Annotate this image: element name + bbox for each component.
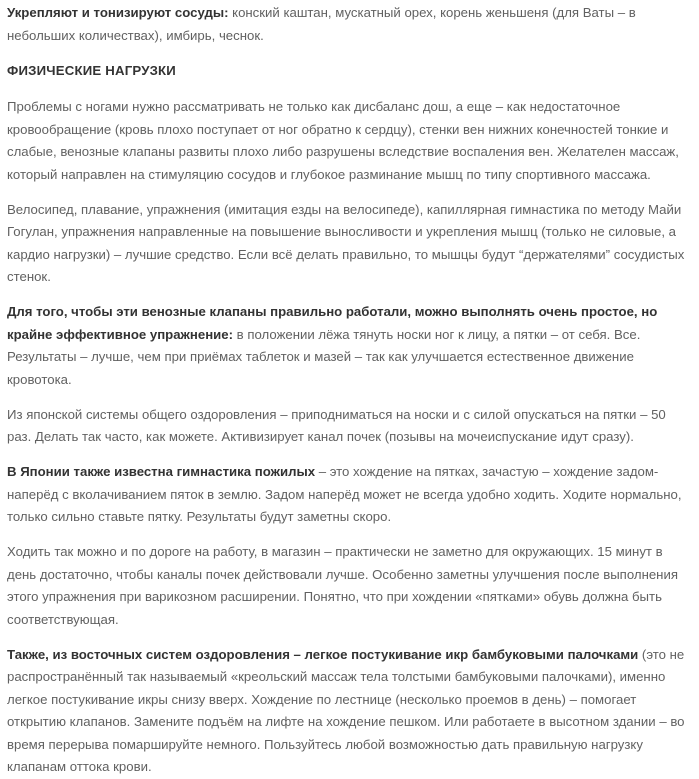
paragraph-text: конский каштан, мускатный орех, корень женьшеня (для Ваты – в небольших количествах), имбирь, чеснок.: [7, 5, 636, 43]
paragraph-bamboo-massage: [7, 644, 693, 779]
paragraph-text: в положении лёжа тянуть носки ног к лицу, а пятки – от себя. Все. Результаты – лучше, чем при приёмах таблеток и мазей – так как улучшается естественное движение кровотока.: [7, 326, 641, 387]
section-heading: ФИЗИЧЕСКИЕ НАГРУЗКИ: [7, 62, 176, 78]
paragraph-valve-exercise: [7, 301, 693, 391]
paragraph-elderly-gymnastics: [7, 461, 693, 529]
paragraph-text: Из японской системы общего оздоровления – приподниматься на носки и с силой опускаться на пятки – 50 раз. Делать так часто, как можете. Активизирует канал почек (позывы на мочеиспускание идут сразу).: [7, 406, 666, 444]
paragraph-lead-bold: Укрепляют и тонизируют сосуды:: [7, 5, 229, 20]
paragraph-japanese-system: [7, 404, 693, 449]
paragraph-text: Ходить так можно и по дороге на работу, в магазин – практически не заметно для окружающих. 15 минут в день достаточно, чтобы каналы почек действовали лучше. Особенно заметны улучшения после выполнения этого упражнения при варикозном расширении. Понятно, что при хождении «пятками» обувь должна быть соответствующая.: [7, 544, 678, 627]
paragraph-lead-bold: Также, из восточных систем оздоровления – легкое постукивание икр бамбуковыми палочками: [7, 646, 639, 662]
paragraph-text: Проблемы с ногами нужно рассматривать не только как дисбаланс дош, а еще – как недостаточное кровообращение (кровь плохо поступает от ног обратно к сердцу), стенки вен нижних конечностей тонкие и слабые, венозные клапаны развиты плохо либо разрушены вследствие воспаления вен. Желателен массаж, который направлен на стимуляцию сосудов и глубокое разминание мышц по типу спортивного массажа.: [7, 99, 679, 182]
paragraph-leg-problems: [7, 96, 693, 186]
paragraph-text: Велосипед, плавание, упражнения (имитация езды на велосипеде), капиллярная гимнастика по методу Майи Гогулан, упражнения направленные на повышение выносливости и укрепления мышц (только не силовые, а кардио нагрузки) – лучшие средство. Если всё делать правильно, то мышцы будут “держателями” сосудистых стенок.: [7, 201, 685, 284]
paragraph-vessel-herbs: [7, 2, 693, 47]
paragraph-lead-bold: Для того, чтобы эти венозные клапаны правильно работали, можно выполнять очень простое, но крайне эффективное упражнение:: [7, 304, 658, 342]
paragraph-text: (это не распространённый так называемый «креольский массаж тела толстыми бамбуковыми палочками), именно легкое постукивание икры снизу вверх. Хождение по лестнице (несколько проемов в день) – помогает открытию клапанов. Замените подъём на лифте на хождение пешком. Или работаете в высотном здании – во время перерыва помаршируйте немного. Пользуйтесь любой возможностью дать правильную нагрузку клапанам оттока крови.: [7, 646, 685, 774]
paragraph-exercises: [7, 199, 693, 289]
paragraph-walking: [7, 541, 693, 631]
paragraph-text: – это хождение на пятках, зачастую – хождение задом-наперёд с вколачиванием пяток в землю. Задом наперёд может не всегда удобно ходить. Ходите нормально, только сильно ставьте пятку. Результаты будут заметны скоро.: [7, 464, 682, 524]
paragraph-lead-bold: В Японии также известна гимнастика пожилых: [7, 464, 316, 479]
